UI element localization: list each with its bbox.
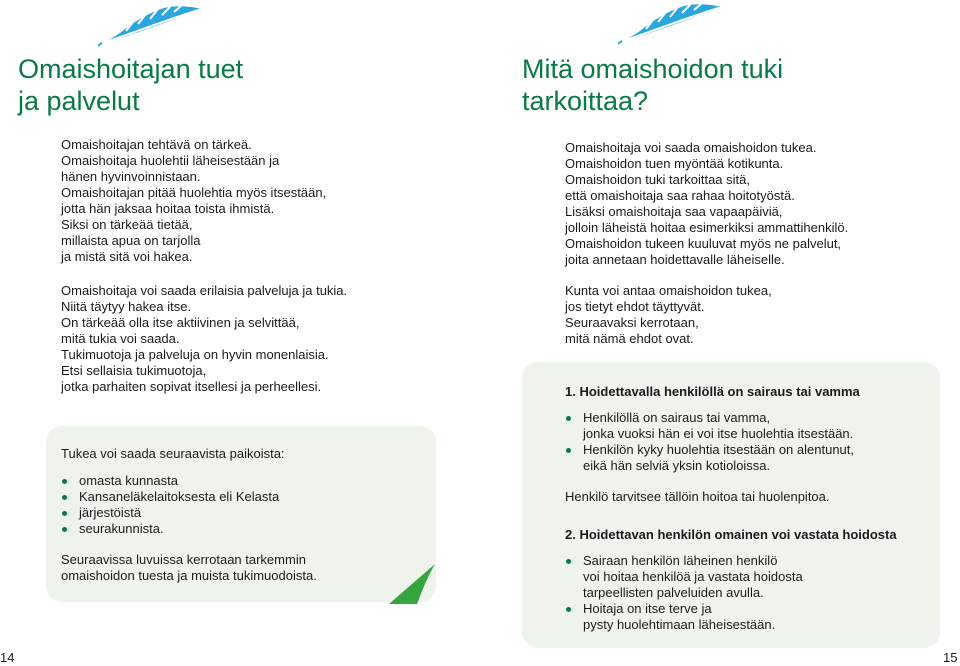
text-line: että omaishoitaja saa rahaa hoitotyöstä.	[565, 188, 795, 203]
right-intro-paragraph	[565, 140, 848, 268]
left-info-box	[46, 426, 436, 602]
left-title-line: Omaishoitajan tuet	[18, 54, 244, 84]
left-box-heading: Tukea voi saada seuraavista paikoista:	[61, 446, 285, 461]
text-line: jolloin läheistä hoitaa esimerkiksi ammattihenkilö.	[565, 220, 849, 235]
list-item: Kansaneläkelaitoksesta eli Kelasta	[61, 489, 279, 505]
text-line: Omaishoitajan tehtävä on tärkeä.	[61, 137, 252, 152]
page-number-right: 15	[943, 650, 958, 665]
text-line: eikä hän selviä yksin kotioloissa.	[583, 458, 771, 473]
text-line: Siksi on tärkeää tietää,	[61, 217, 193, 232]
text-line: jotka parhaiten sopivat itsellesi ja perheellesi.	[61, 379, 322, 394]
text-line: Kunta voi antaa omaishoidon tukea,	[565, 283, 772, 298]
list-item	[565, 442, 854, 474]
text-line: mitä tukia voi saada.	[61, 331, 180, 346]
text-line: On tärkeää olla itse aktiivinen ja selvittää,	[61, 315, 300, 330]
text-line: Tukimuotoja ja palveluja on hyvin monenlaisia.	[61, 347, 329, 362]
right-info-box	[522, 362, 940, 648]
list-item: järjestöistä	[61, 505, 279, 521]
list-item: omasta kunnasta	[61, 473, 279, 489]
right-conditions-paragraph	[565, 283, 772, 347]
right-title-line: tarkoittaa?	[522, 86, 649, 116]
text-line: pysty huolehtimaan läheisestään.	[583, 617, 776, 632]
text-line: jos tietyt ehdot täyttyvät.	[565, 299, 705, 314]
text-line: Omaishoitaja huolehtii läheisestään ja	[61, 153, 280, 168]
right-page-title	[522, 53, 783, 117]
left-support-paragraph	[61, 283, 347, 395]
list-item	[565, 410, 854, 442]
text-line: ja mistä sitä voi hakea.	[61, 249, 193, 264]
left-box-footer	[61, 552, 317, 584]
text-line: omaishoidon tuesta ja muista tukimuodoista.	[61, 568, 317, 583]
text-line: jonka vuoksi hän ei voi itse huolehtia itsestään.	[583, 426, 854, 441]
text-line: millaista apua on tarjolla	[61, 233, 201, 248]
feather-logo-icon	[98, 3, 208, 47]
left-intro-paragraph	[61, 137, 326, 265]
text-line: Henkilön kyky huolehtia itsestään on alentunut,	[583, 442, 855, 457]
text-line: Seuraavissa luvuissa kerrotaan tarkemmin	[61, 552, 306, 567]
list-item	[565, 601, 803, 633]
left-page-title	[18, 53, 243, 117]
condition-1-note: Henkilö tarvitsee tällöin hoitoa tai huolenpitoa.	[565, 489, 830, 504]
condition-2-heading: 2. Hoidettavan henkilön omainen voi vastata hoidosta	[565, 527, 897, 542]
page-curl-icon	[389, 562, 437, 604]
text-line: tarpeellisten palveluiden avulla.	[583, 585, 764, 600]
list-item	[565, 553, 803, 601]
text-line: Etsi sellaisia tukimuotoja,	[61, 363, 207, 378]
condition-1-list	[565, 410, 854, 474]
text-line: hänen hyvinvoinnistaan.	[61, 169, 201, 184]
feather-logo-icon	[618, 1, 728, 45]
text-line: jotta hän jaksaa hoitaa toista ihmistä.	[61, 201, 275, 216]
page-number-left: 14	[0, 650, 15, 665]
text-line: Niitä täytyy hakea itse.	[61, 299, 192, 314]
text-line: mitä nämä ehdot ovat.	[565, 331, 694, 346]
text-line: Seuraavaksi kerrotaan,	[565, 315, 699, 330]
text-line: Omaishoidon tukeen kuuluvat myös ne palvelut,	[565, 236, 842, 251]
left-box-list	[61, 473, 279, 537]
left-title-line: ja palvelut	[18, 86, 140, 116]
condition-2-list	[565, 553, 803, 633]
right-title-line: Mitä omaishoidon tuki	[522, 54, 784, 84]
text-line: Omaishoitaja voi saada erilaisia palveluja ja tukia.	[61, 283, 348, 298]
text-line: voi hoitaa henkilöä ja vastata hoidosta	[583, 569, 803, 584]
text-line: Sairaan henkilön läheinen henkilö	[583, 553, 778, 568]
text-line: Hoitaja on itse terve ja	[583, 601, 712, 616]
text-line: Omaishoitajan pitää huolehtia myös itsestään,	[61, 185, 327, 200]
text-line: joita annetaan hoidettavalle läheiselle.	[565, 252, 785, 267]
list-item: seurakunnista.	[61, 521, 279, 537]
condition-1-heading: 1. Hoidettavalla henkilöllä on sairaus tai vamma	[565, 384, 860, 399]
text-line: Omaishoidon tuen myöntää kotikunta.	[565, 156, 784, 171]
text-line: Henkilöllä on sairaus tai vamma,	[583, 410, 771, 425]
text-line: Omaishoidon tuki tarkoittaa sitä,	[565, 172, 750, 187]
text-line: Omaishoitaja voi saada omaishoidon tukea.	[565, 140, 817, 155]
text-line: Lisäksi omaishoitaja saa vapaapäiviä,	[565, 204, 783, 219]
